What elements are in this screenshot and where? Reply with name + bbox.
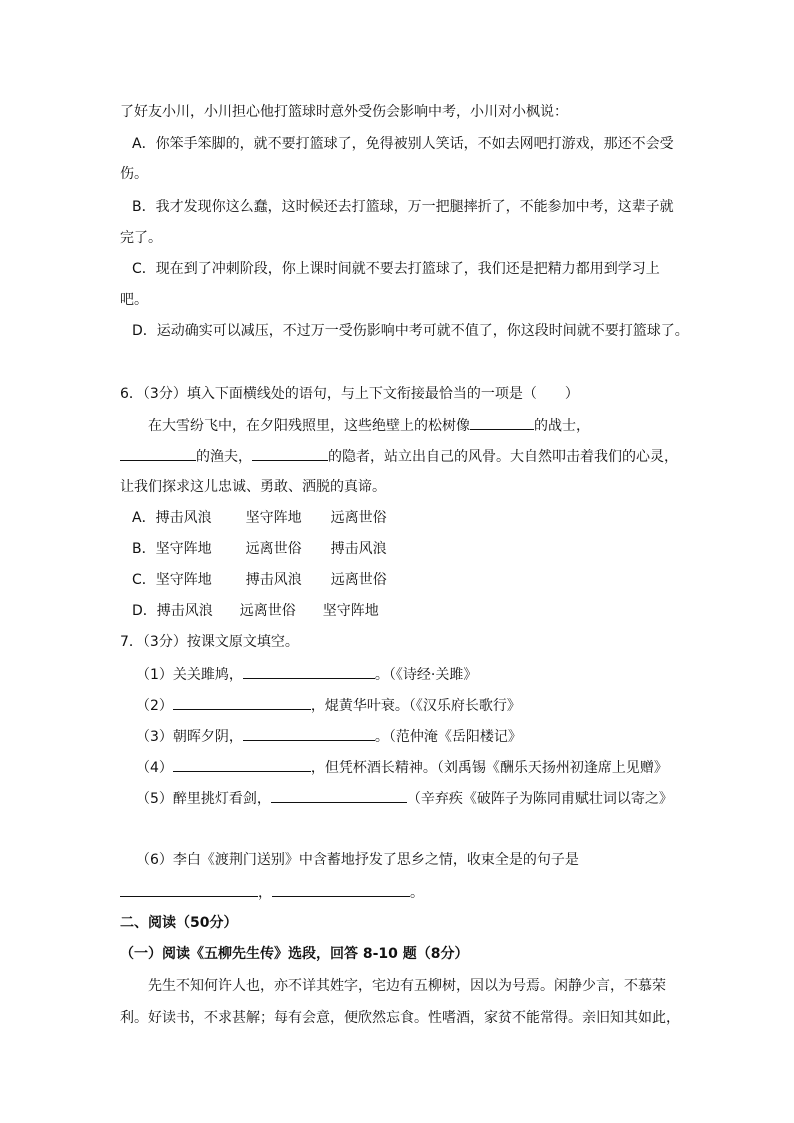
option-letter: A． [132,510,156,526]
q7-item-3 [136,726,522,747]
answer-blank[interactable] [120,446,196,461]
q7-text: （辛弃疾《破阵子为陈同甫赋壮词以寄之》 [406,791,673,807]
option-phrase: 搏击风浪 [156,603,213,619]
q5-option-a-line1: A．你笨手笨脚的，就不要打篮球了，免得被别人笑话，不如去网吧打游戏，那还不会受 [132,136,674,152]
q5-option-b-line1: B．我才发现你这么蠢，这时候还去打篮球，万一把腿摔折了，不能参加中考，这辈子就 [132,199,674,215]
option-phrase: 远离世俗 [330,572,387,588]
option-phrase: 远离世俗 [245,541,302,557]
q5-option-d: D．运动确实可以减压，不过万一受伤影响中考可就不值了，你这段时间就不要打篮球了。 [132,323,689,339]
passage-paragraph-line1: 先生不知何许人也，亦不详其姓字，宅边有五柳树，因以为号焉。闲静少言，不慕荣 [148,978,666,994]
q7-text: 。 [410,885,424,901]
q7-text: （3）朝晖夕阴， [136,729,243,745]
answer-blank[interactable] [272,882,410,897]
q7-text: （5）醉里挑灯看剑， [136,791,271,807]
q6-passage-text: 的隐者，站立出自己的风骨。大自然叩击着我们的心灵， [328,449,678,465]
answer-blank[interactable] [470,415,534,430]
q6-option-b [132,539,387,559]
option-phrase: 搏击风浪 [155,510,212,526]
q6-option-c [132,570,387,590]
q7-text: 。（范仲淹《岳阳楼记》 [374,729,522,745]
option-phrase: 坚守阵地 [155,541,212,557]
q7-item-5 [136,788,673,809]
answer-blank[interactable] [252,446,328,461]
option-letter: B． [132,541,156,557]
q6-passage-line2 [120,446,678,467]
option-letter: D． [132,603,157,619]
answer-blank[interactable] [243,726,375,741]
q7-item-4 [136,757,668,778]
q7-item-6-blanks [120,882,424,903]
passage-paragraph-line2: 利。好读书，不求甚解；每有会意，便欣然忘食。性嗜酒，家贫不能常得。亲旧知其如此， [120,1010,680,1026]
answer-blank[interactable] [271,788,407,803]
q7-item-6: （6）李白《渡荆门送别》中含蓄地抒发了思乡之情，收束全是的句子是 [136,852,579,868]
q6-passage-text: 的渔夫， [196,449,252,465]
q5-option-a-line2: 伤。 [120,166,148,182]
q7-stem: 7．（3分）按课文原文填空。 [120,634,299,650]
answer-blank[interactable] [243,664,375,679]
q6-option-d [132,601,379,621]
answer-blank[interactable] [173,757,311,772]
option-phrase: 远离世俗 [330,510,387,526]
q6-option-a [132,508,387,528]
q7-text: ， [258,885,272,901]
option-phrase: 远离世俗 [239,603,296,619]
option-phrase: 坚守阵地 [322,603,379,619]
option-phrase: 坚守阵地 [155,572,212,588]
option-phrase: 坚守阵地 [245,510,302,526]
answer-blank[interactable] [173,695,311,710]
section-2-subtitle: （一）阅读《五柳先生传》选段，回答 8-10 题（8分） [120,946,469,962]
q7-text: ，焜黄华叶衰。（《汉乐府长歌行》 [310,698,521,714]
q6-stem: 6．（3分）填入下面横线处的语句，与上下文衔接最恰当的一项是（ ） [120,386,579,402]
q6-passage-line3: 让我们探求这儿忠诚、勇敢、洒脱的真谛。 [120,479,386,495]
q7-item-2 [136,695,521,716]
option-phrase: 搏击风浪 [330,541,387,557]
q7-text: ，但凭杯酒长精神。（刘禹锡《酬乐天扬州初逢席上见赠》 [310,760,668,776]
q6-passage-text: 的战士， [534,418,590,434]
q6-passage-text: 在大雪纷飞中，在夕阳残照里，这些绝壁上的松树像 [148,418,470,434]
q5-option-b-line2: 完了。 [120,230,162,246]
q5-option-c-line2: 吧。 [120,292,148,308]
q7-text: 。（《诗经·关雎》 [374,667,478,683]
q7-text: （4） [136,760,173,776]
q7-text: （2） [136,698,173,714]
q7-text: （1）关关雎鸠， [136,667,243,683]
q5-intro: 了好友小川，小川担心他打篮球时意外受伤会影响中考，小川对小枫说： [120,104,568,120]
section-2-title: 二、阅读（50分） [120,915,238,931]
answer-blank[interactable] [120,882,258,897]
option-letter: C． [132,572,156,588]
q7-item-1 [136,664,477,685]
option-phrase: 搏击风浪 [245,572,302,588]
q6-passage-line1 [148,415,590,436]
q5-option-c-line1: C．现在到了冲刺阶段，你上课时间就不要去打篮球了，我们还是把精力都用到学习上 [132,261,660,277]
